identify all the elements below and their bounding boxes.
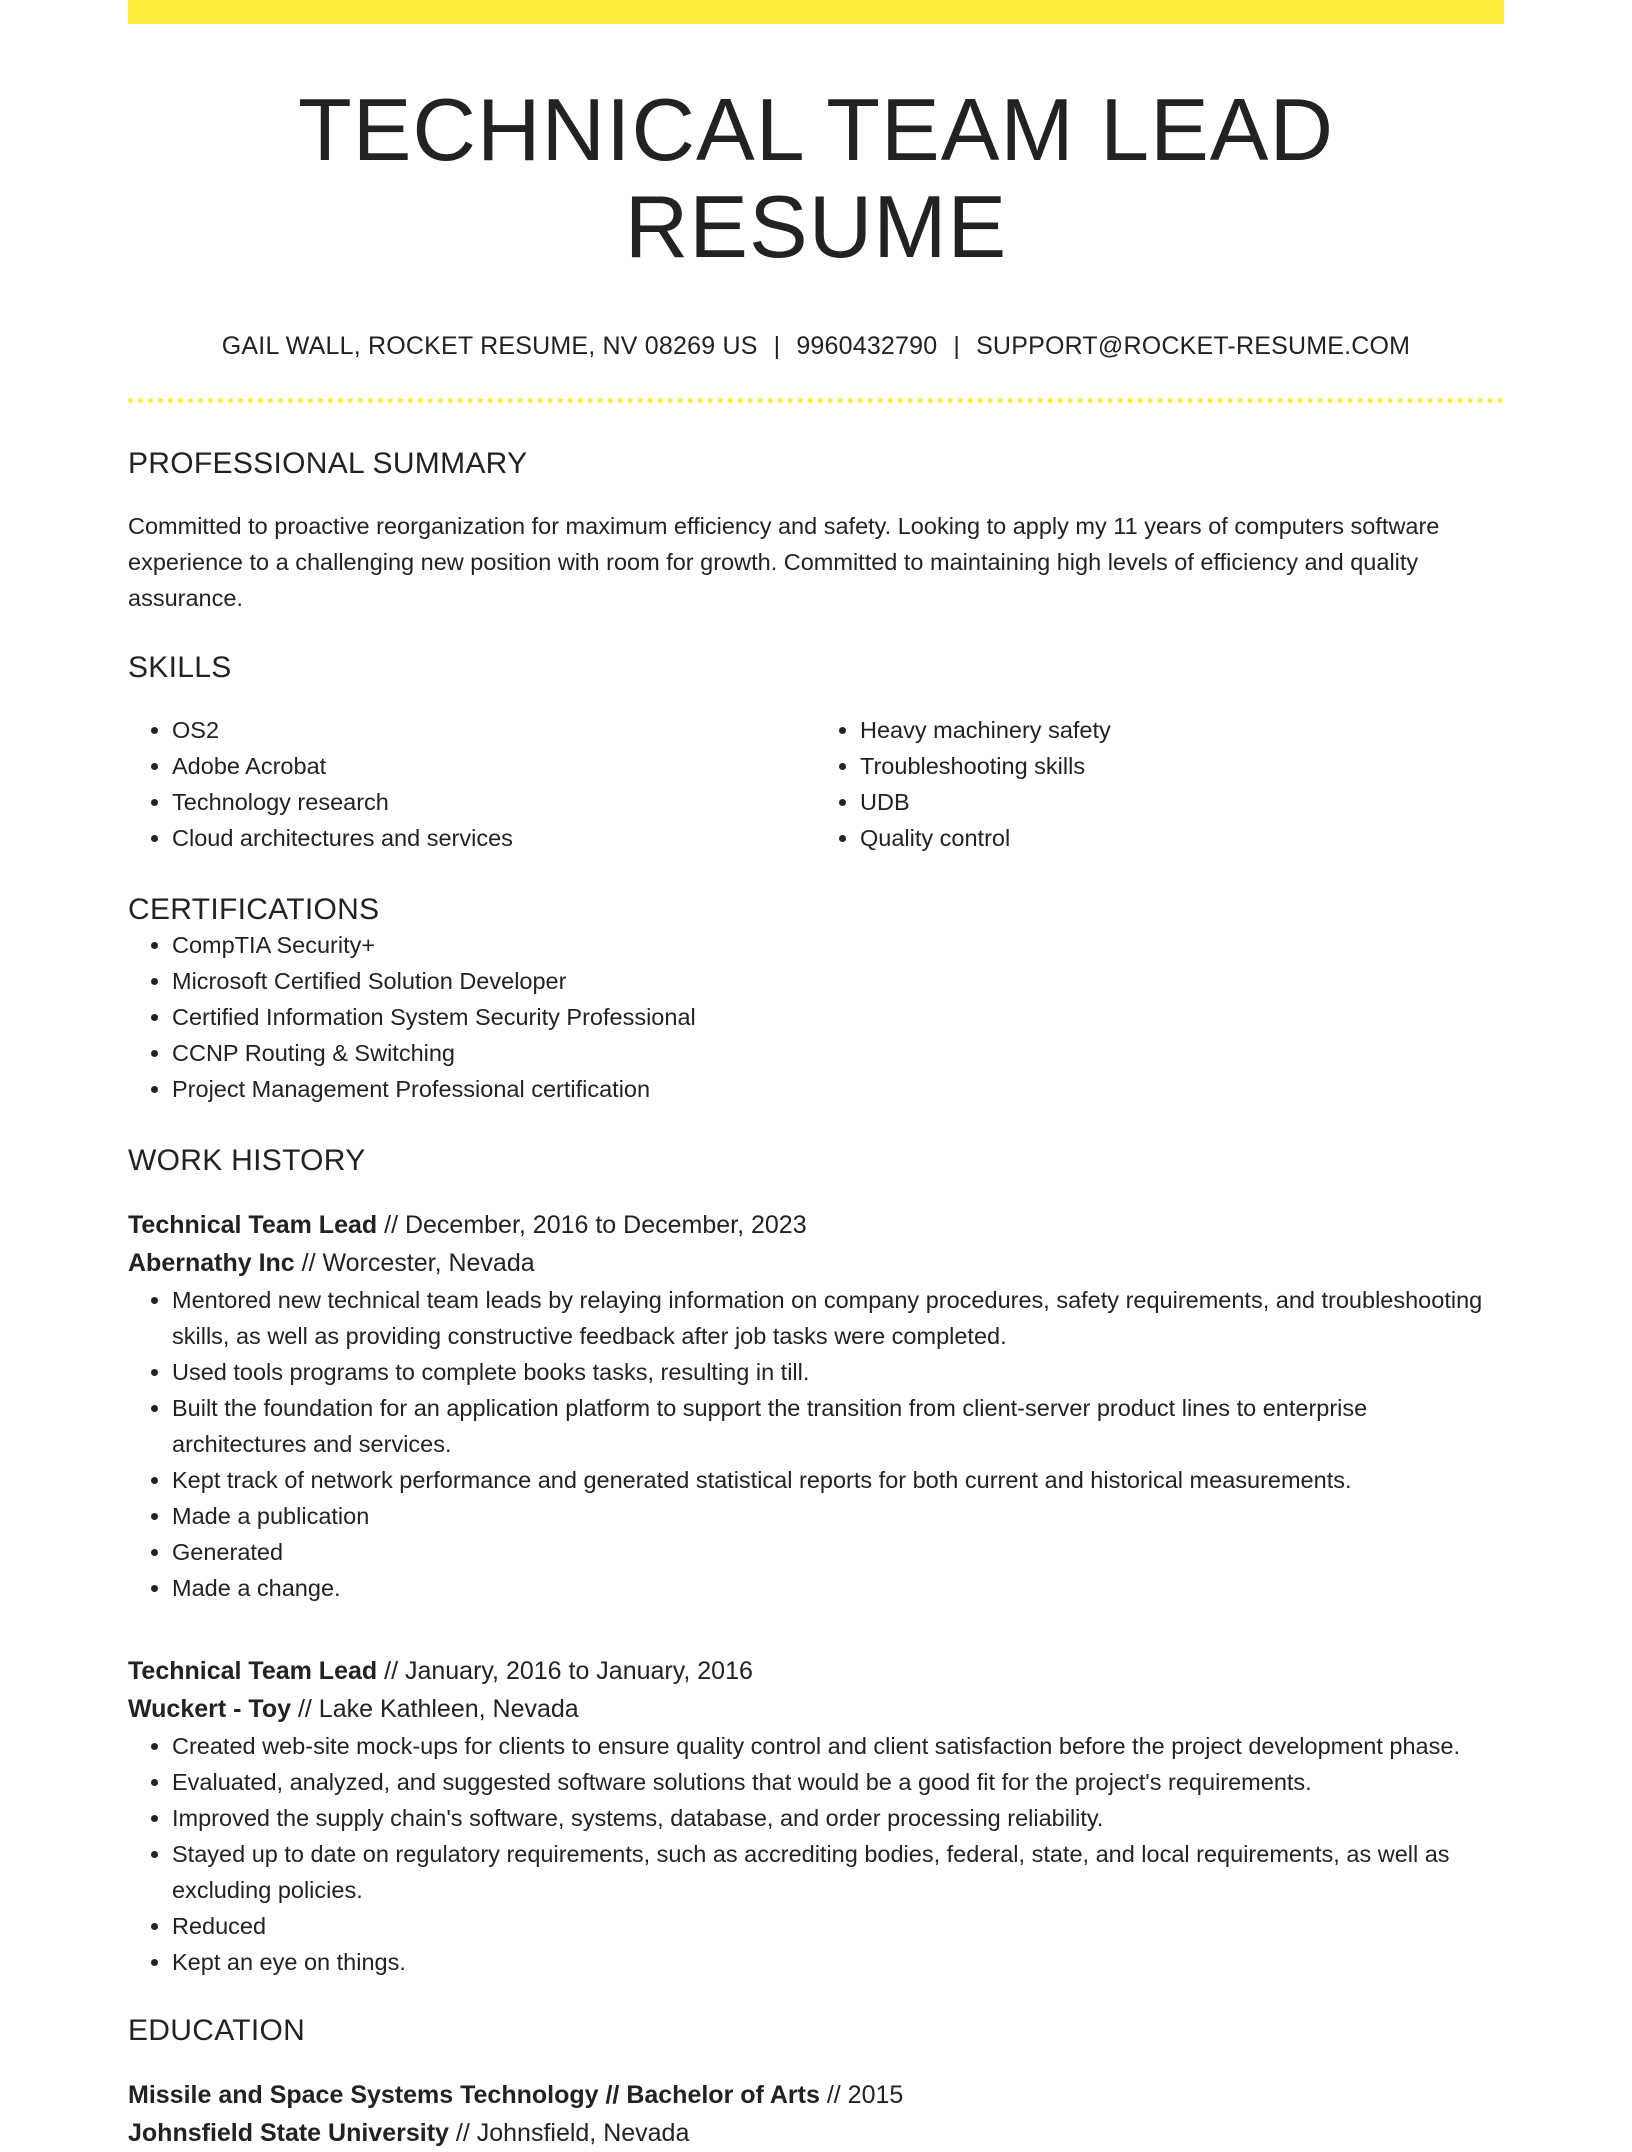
education-degree-line: Missile and Space Systems Technology // Bachelor of Arts // 2015 (128, 2080, 904, 2109)
contact-separator: | (953, 331, 961, 360)
education-heading: EDUCATION (128, 2013, 306, 2047)
certification-item: • Certified Information System Security Professional (172, 999, 1504, 1035)
contact-separator: | (773, 331, 781, 360)
job-bullet-list (128, 1282, 1504, 1606)
contact-address: GAIL WALL, ROCKET RESUME, NV 08269 US (221, 331, 758, 360)
job-company-line: Abernathy Inc // Worcester, Nevada (128, 1248, 535, 1277)
certification-item: • Project Management Professional certification (172, 1071, 1504, 1107)
job-bullet: • Evaluated, analyzed, and suggested software solutions that would be a good fit for the project's requirements. (172, 1764, 1504, 1800)
skill-item: • Heavy machinery safety (860, 712, 1504, 748)
resume-page (128, 0, 1504, 2152)
certification-item: • CompTIA Security+ (172, 927, 1504, 963)
certifications-heading: CERTIFICATIONS (128, 892, 380, 926)
contact-line (128, 332, 1504, 361)
job-location: Worcester, Nevada (322, 1248, 535, 1277)
certification-item: • Microsoft Certified Solution Developer (172, 963, 1504, 999)
job-company-line: Wuckert - Toy // Lake Kathleen, Nevada (128, 1694, 579, 1723)
top-accent-bar (128, 0, 1504, 24)
job-bullet: • Reduced (172, 1908, 1504, 1944)
skills-column-right (816, 712, 1504, 856)
job-bullet: • Made a change. (172, 1570, 1504, 1606)
job-entry (128, 1652, 1504, 1980)
skills-column-left (128, 712, 816, 856)
skill-item: • Cloud architectures and services (172, 820, 816, 856)
job-title-line: Technical Team Lead // December, 2016 to December, 2023 (128, 1210, 807, 1239)
summary-heading: PROFESSIONAL SUMMARY (128, 446, 528, 480)
job-dates: January, 2016 to January, 2016 (404, 1656, 753, 1685)
job-bullet: • Used tools programs to complete books tasks, resulting in till. (172, 1354, 1504, 1390)
job-bullet: • Kept track of network performance and generated statistical reports for both current and historical measurements. (172, 1462, 1504, 1498)
skill-item: • Quality control (860, 820, 1504, 856)
education-degree: Missile and Space Systems Technology // Bachelor of Arts (128, 2080, 820, 2109)
job-dates: December, 2016 to December, 2023 (404, 1210, 807, 1239)
work-history-heading: WORK HISTORY (128, 1143, 366, 1177)
skills-list-left (128, 712, 816, 856)
job-location: Lake Kathleen, Nevada (318, 1694, 579, 1723)
job-title-line: Technical Team Lead // January, 2016 to January, 2016 (128, 1656, 753, 1685)
resume-title: TECHNICAL TEAM LEAD RESUME (297, 80, 1335, 276)
skills-heading: SKILLS (128, 650, 232, 684)
skill-item: • Adobe Acrobat (172, 748, 816, 784)
dotted-divider (128, 398, 1504, 403)
contact-email: SUPPORT@ROCKET-RESUME.COM (976, 331, 1411, 360)
certifications-list (128, 927, 1504, 1107)
skills-list-right (816, 712, 1504, 856)
skills-columns (128, 712, 1504, 856)
summary-text: Committed to proactive reorganization for maximum efficiency and safety. Looking to apply my 11 years of computers software experience to a challenging new position with room for growth. Committed to maintaining high levels of efficiency and quality assurance. (128, 512, 1440, 611)
job-bullet: • Kept an eye on things. (172, 1944, 1504, 1980)
job-bullet: • Built the foundation for an application platform to support the transition from client-server product lines to enterprise architectures and services. (172, 1390, 1504, 1462)
job-bullet: • Generated (172, 1534, 1504, 1570)
skill-item: • Troubleshooting skills (860, 748, 1504, 784)
education-year: 2015 (847, 2080, 904, 2109)
job-company: Wuckert - Toy (128, 1694, 291, 1723)
job-company: Abernathy Inc (128, 1248, 295, 1277)
job-entry (128, 1206, 1504, 1606)
job-bullet: • Stayed up to date on regulatory requirements, such as accrediting bodies, federal, state, and local requirements, as well as excluding policies. (172, 1836, 1504, 1908)
job-bullet-list (128, 1728, 1504, 1980)
education-school: Johnsfield State University (128, 2118, 449, 2147)
skill-item: • OS2 (172, 712, 816, 748)
skill-item: • UDB (860, 784, 1504, 820)
job-bullet: • Created web-site mock-ups for clients to ensure quality control and client satisfaction before the project development phase. (172, 1728, 1504, 1764)
job-bullet: • Made a publication (172, 1498, 1504, 1534)
education-entry (128, 2076, 1504, 2152)
skill-item: • Technology research (172, 784, 816, 820)
certification-item: • CCNP Routing & Switching (172, 1035, 1504, 1071)
education-school-line: Johnsfield State University // Johnsfield, Nevada (128, 2118, 690, 2147)
job-bullet: • Mentored new technical team leads by relaying information on company procedures, safety requirements, and troubleshooting skills, as well as providing constructive feedback after job tasks were completed. (172, 1282, 1504, 1354)
job-bullet: • Improved the supply chain's software, systems, database, and order processing reliability. (172, 1800, 1504, 1836)
job-title: Technical Team Lead (128, 1210, 378, 1239)
education-location: Johnsfield, Nevada (476, 2118, 690, 2147)
contact-phone: 9960432790 (796, 331, 938, 360)
job-title: Technical Team Lead (128, 1656, 378, 1685)
